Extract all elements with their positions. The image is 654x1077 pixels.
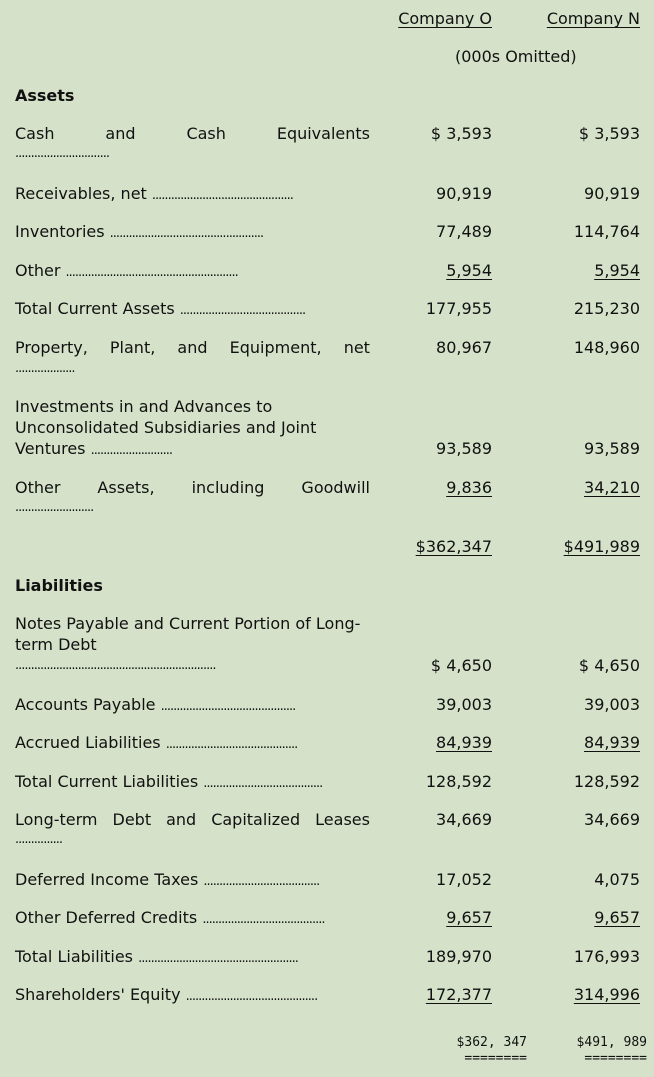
accrued-liabilities-value-o: 84,939	[436, 733, 492, 752]
receivables-value-o: 90,919	[436, 184, 492, 203]
row-label-receivables	[15, 184, 293, 203]
inventories-value-o: 77,489	[436, 222, 492, 241]
leader-dots: ..........................................	[185, 989, 318, 1004]
leader-dots: ..............................	[15, 146, 109, 161]
row-label-long-term-debt	[15, 810, 370, 829]
accounts-payable-value-o: 39,003	[436, 695, 492, 714]
label-text: Inventories	[15, 222, 105, 241]
row-label-accounts-payable	[15, 695, 295, 714]
row-label-investments-line2: Unconsolidated Subsidiaries and Joint	[15, 418, 317, 437]
other-deferred-credits-value-n: 9,657	[594, 908, 640, 927]
other-value-n: 5,954	[594, 261, 640, 280]
row-label-investments-line3	[15, 439, 172, 458]
label-text: Accrued Liabilities	[15, 733, 161, 752]
word: Property,	[15, 338, 88, 357]
shareholders-equity-value-o: 172,377	[425, 985, 492, 1004]
leader-dots: .......................................	[202, 912, 325, 927]
label-text: Shareholders' Equity	[15, 985, 181, 1004]
label-text: Total Liabilities	[15, 947, 134, 966]
word: net	[343, 338, 370, 357]
label-text: Total Current Assets	[15, 299, 175, 318]
notes-payable-value-o: $ 4,650	[430, 656, 492, 675]
ppe-value-n: 148,960	[573, 338, 640, 357]
accrued-liabilities-value-n: 84,939	[584, 733, 640, 752]
label-text: Total Current Liabilities	[15, 772, 199, 791]
total-current-liabilities-value-o: 128,592	[425, 772, 492, 791]
leader-dots: ........................................	[179, 303, 306, 318]
label-text: Other	[15, 261, 61, 280]
total-current-assets-value-n: 215,230	[573, 299, 640, 318]
leader-dots: ...................	[15, 361, 75, 376]
word: Cash	[15, 124, 55, 143]
word: Plant,	[109, 338, 156, 357]
accounts-payable-value-n: 39,003	[584, 695, 640, 714]
inventories-value-n: 114,764	[573, 222, 640, 241]
cash-value-o: $ 3,593	[430, 124, 492, 143]
word: Leases	[315, 810, 370, 829]
row-label-deferred-income-taxes	[15, 870, 319, 889]
double-rule-o: ========	[464, 1051, 527, 1066]
cash-value-n: $ 3,593	[578, 124, 640, 143]
label-text: Other Deferred Credits	[15, 908, 198, 927]
total-liabilities-equity-value-n: $491, 989	[576, 1035, 647, 1050]
row-label-total-current-assets	[15, 299, 305, 318]
assets-heading: Assets	[15, 86, 75, 105]
word: Equipment,	[229, 338, 322, 357]
word: Cash	[186, 124, 226, 143]
row-label-ppe	[15, 338, 370, 357]
row-label-accrued-liabilities	[15, 733, 297, 752]
row-label-inventories	[15, 222, 263, 241]
label-text: Receivables, net	[15, 184, 147, 203]
double-rule-n: ========	[584, 1051, 647, 1066]
row-label-total-current-liabilities	[15, 772, 322, 791]
word: Assets,	[97, 478, 155, 497]
shareholders-equity-value-n: 314,996	[573, 985, 640, 1004]
leader-dots: ..........................	[90, 443, 173, 458]
units-note: (000s Omitted)	[455, 47, 577, 66]
leader-dots: .............................................	[151, 188, 293, 203]
leader-dots: ...............	[15, 832, 62, 847]
row-label-notes-payable-line2: term Debt	[15, 635, 97, 654]
ppe-value-o: 80,967	[436, 338, 492, 357]
other-deferred-credits-value-o: 9,657	[446, 908, 492, 927]
row-label-investments-line1: Investments in and Advances to	[15, 397, 273, 416]
row-label-other-deferred-credits	[15, 908, 324, 927]
other-assets-value-o: 9,836	[446, 478, 492, 497]
word: Long-term	[15, 810, 98, 829]
word: including	[191, 478, 265, 497]
label-text: Deferred Income Taxes	[15, 870, 199, 889]
word: Other	[15, 478, 61, 497]
notes-payable-value-n: $ 4,650	[578, 656, 640, 675]
leader-dots: ................................................................	[15, 658, 216, 673]
leader-dots: .......................................................	[65, 265, 238, 280]
other-assets-value-n: 34,210	[584, 478, 640, 497]
row-label-notes-payable-line1: Notes Payable and Current Portion of Long-	[15, 614, 361, 633]
word: Equivalents	[276, 124, 370, 143]
leader-dots: .....................................	[203, 874, 320, 889]
label-text: Ventures	[15, 439, 86, 458]
long-term-debt-value-o: 34,669	[436, 810, 492, 829]
row-label-total-liabilities	[15, 947, 298, 966]
total-liabilities-equity-value-o: $362, 347	[456, 1035, 527, 1050]
word: Debt	[112, 810, 152, 829]
column-header-company-o: Company O	[398, 9, 492, 28]
word: Capitalized	[211, 810, 301, 829]
word: and	[166, 810, 197, 829]
leader-dots: ...................................................	[138, 951, 298, 966]
leader-dots: .................................................	[109, 226, 264, 241]
word: and	[177, 338, 208, 357]
deferred-income-taxes-value-o: 17,052	[436, 870, 492, 889]
investments-value-o: 93,589	[436, 439, 492, 458]
receivables-value-n: 90,919	[584, 184, 640, 203]
word: and	[105, 124, 136, 143]
leader-dots: .........................	[15, 500, 94, 515]
liabilities-heading: Liabilities	[15, 576, 103, 595]
row-label-cash	[15, 124, 370, 143]
label-text: Accounts Payable	[15, 695, 156, 714]
total-assets-value-n: $491,989	[563, 537, 640, 556]
other-value-o: 5,954	[446, 261, 492, 280]
long-term-debt-value-n: 34,669	[584, 810, 640, 829]
leader-dots: ...........................................	[160, 699, 296, 714]
row-label-shareholders-equity	[15, 985, 317, 1004]
total-liabilities-value-o: 189,970	[425, 947, 492, 966]
column-header-company-n: Company N	[546, 9, 640, 28]
total-current-liabilities-value-n: 128,592	[573, 772, 640, 791]
deferred-income-taxes-value-n: 4,075	[594, 870, 640, 889]
word: Goodwill	[301, 478, 370, 497]
total-current-assets-value-o: 177,955	[425, 299, 492, 318]
total-assets-value-o: $362,347	[415, 537, 492, 556]
leader-dots: ......................................	[203, 776, 323, 791]
row-label-other	[15, 261, 238, 280]
total-liabilities-value-n: 176,993	[573, 947, 640, 966]
investments-value-n: 93,589	[584, 439, 640, 458]
leader-dots: ..........................................	[165, 737, 298, 752]
row-label-other-assets	[15, 478, 370, 497]
